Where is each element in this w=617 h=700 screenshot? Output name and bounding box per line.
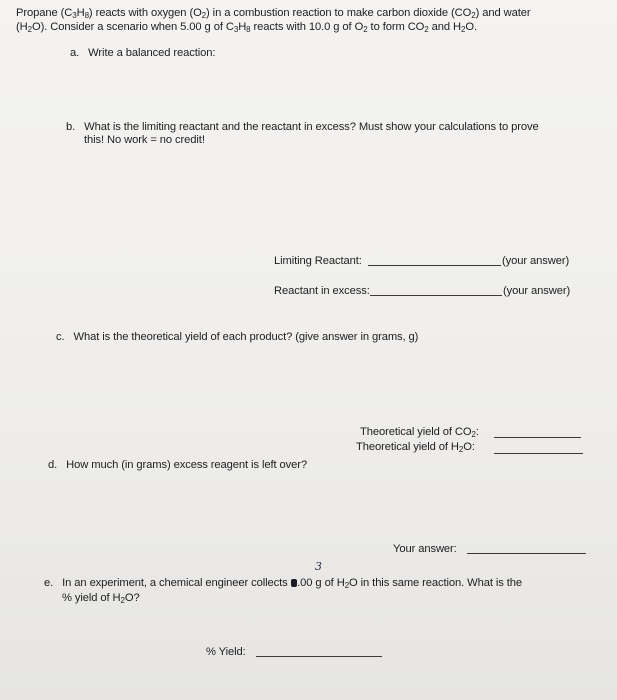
limiting-reactant-blank[interactable]: [368, 265, 501, 266]
question-b-line-2: this! No work = no credit!: [84, 134, 205, 146]
yield-co2-label: Theoretical yield of $CO_2$:: [360, 426, 479, 439]
percent-yield-blank[interactable]: [256, 656, 382, 657]
handwritten-correction: 3: [315, 560, 322, 573]
your-answer-blank[interactable]: [467, 553, 586, 554]
question-c: c. What is the theoretical yield of each product? (give answer in grams, g): [56, 331, 419, 343]
yield-h2o-label: Theoretical yield of $H_2O$:: [356, 441, 475, 454]
question-a: a. Write a balanced reaction:: [70, 47, 216, 59]
excess-reactant-blank[interactable]: [370, 295, 502, 296]
limiting-reactant-label: Limiting Reactant:: [274, 255, 362, 267]
question-b-line-1: b. What is the limiting reactant and the reactant in excess? Must show your calculations to prove: [66, 121, 539, 133]
yield-co2-blank[interactable]: [494, 437, 581, 438]
excess-reactant-label: Reactant in excess:: [274, 285, 370, 297]
limiting-reactant-hint: (your answer): [502, 255, 570, 267]
your-answer-label: Your answer:: [393, 543, 457, 555]
question-d: d. How much (in grams) excess reagent is left over?: [48, 459, 307, 471]
ink-blot: [291, 579, 297, 587]
question-e-line-2: % yield of $H_2O$?: [62, 592, 140, 605]
yield-h2o-blank[interactable]: [494, 453, 583, 454]
percent-yield-label: % Yield:: [206, 646, 246, 658]
excess-reactant-hint: (your answer): [503, 285, 571, 297]
intro-line-2: $(H_2O)$. Consider a scenario when 5.00 g of $C_3H_8$ reacts with 10.0 g of $O_2$ to form $CO_2$ and $H_2O$.: [16, 21, 477, 34]
question-e-line-1: e. In an experiment, a chemical engineer collects .00 g of $H_2O$ in this same reaction. What is the: [44, 577, 523, 590]
intro-line-1: Propane $(C_3H_8)$ reacts with oxygen $(O_2)$ in a combustion reaction to make carbon dioxide $(CO_2)$ and water: [16, 7, 531, 20]
